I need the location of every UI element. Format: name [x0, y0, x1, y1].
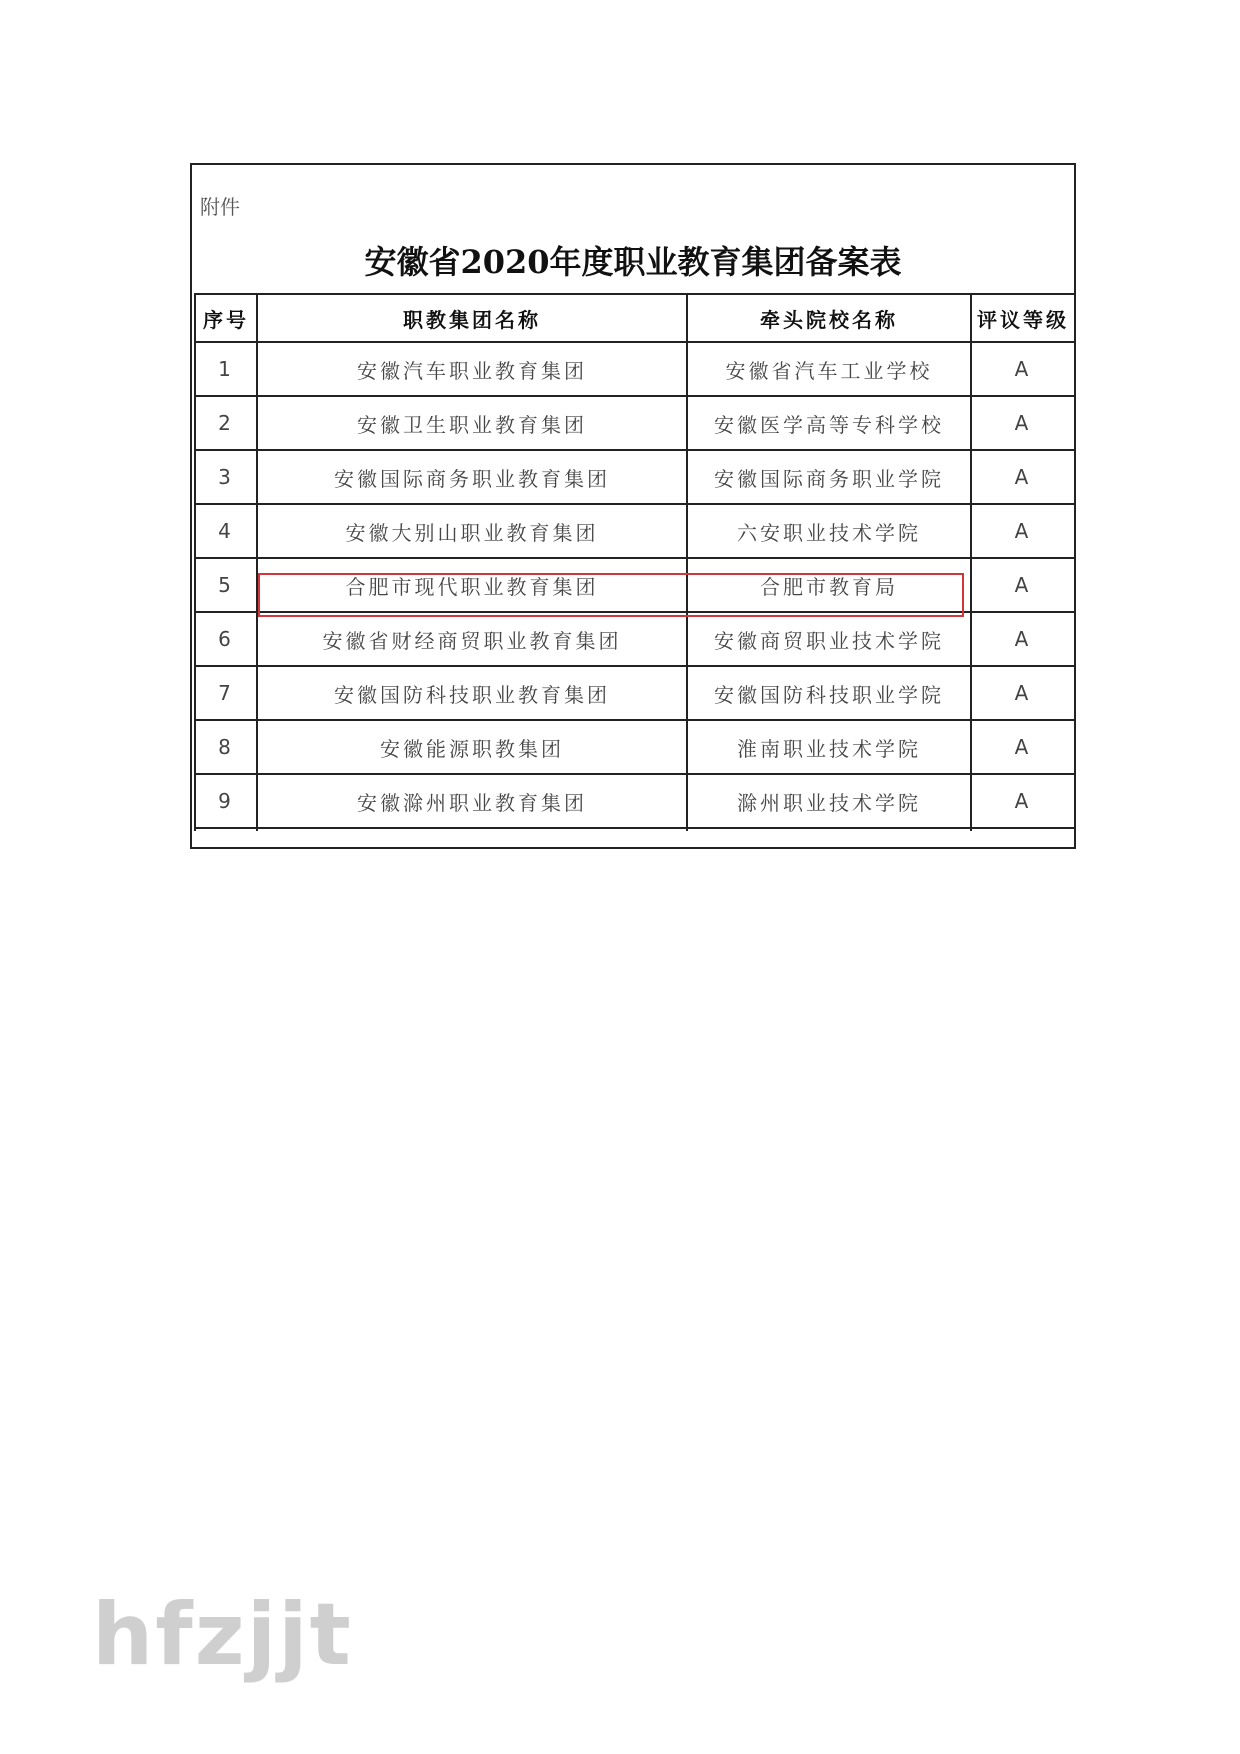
- table-row: [195, 396, 1075, 450]
- cell-group: 安徽能源职教集团: [257, 720, 687, 774]
- watermark: hfzjjt: [92, 1585, 353, 1685]
- document-title: 安徽省2020年度职业教育集团备案表: [364, 243, 902, 281]
- cell-empty: [257, 828, 687, 831]
- cell-no: 2: [195, 396, 257, 450]
- cell-lead: 安徽国际商务职业学院: [687, 450, 971, 504]
- header-lead-school: 牵头院校名称: [687, 294, 971, 342]
- cell-grade: A: [971, 342, 1075, 396]
- table-row: [195, 720, 1075, 774]
- cell-empty: [687, 828, 971, 831]
- cell-no: 7: [195, 666, 257, 720]
- cell-lead: 合肥市教育局: [687, 558, 971, 612]
- cell-group: 安徽国防科技职业教育集团: [257, 666, 687, 720]
- cell-group: 安徽大别山职业教育集团: [257, 504, 687, 558]
- cell-no: 9: [195, 774, 257, 828]
- table-header-row: [195, 294, 1075, 342]
- table-row: [195, 666, 1075, 720]
- cell-lead: 安徽省汽车工业学校: [687, 342, 971, 396]
- table-row-cutoff: [195, 828, 1075, 831]
- cell-no: 8: [195, 720, 257, 774]
- cell-no: 1: [195, 342, 257, 396]
- cell-group: 安徽汽车职业教育集团: [257, 342, 687, 396]
- table-row: [195, 342, 1075, 396]
- cell-grade: A: [971, 396, 1075, 450]
- table-row: [195, 450, 1075, 504]
- cell-lead: 淮南职业技术学院: [687, 720, 971, 774]
- cell-group: 安徽省财经商贸职业教育集团: [257, 612, 687, 666]
- cell-group: 合肥市现代职业教育集团: [257, 558, 687, 612]
- cell-no: 4: [195, 504, 257, 558]
- attachment-label: 附件: [200, 195, 240, 219]
- cell-grade: A: [971, 558, 1075, 612]
- cell-empty: [195, 828, 257, 831]
- cell-lead: 六安职业技术学院: [687, 504, 971, 558]
- cell-no: 5: [195, 558, 257, 612]
- header-group-name: 职教集团名称: [257, 294, 687, 342]
- document-sheet: [190, 163, 1076, 849]
- cell-empty: [971, 828, 1075, 831]
- cell-lead: 安徽国防科技职业学院: [687, 666, 971, 720]
- cell-lead: 滁州职业技术学院: [687, 774, 971, 828]
- table-row: [195, 774, 1075, 828]
- table-row-highlighted: [195, 558, 1075, 612]
- registration-table: [194, 293, 1076, 831]
- cell-no: 6: [195, 612, 257, 666]
- cell-grade: A: [971, 612, 1075, 666]
- header-grade: 评议等级: [971, 294, 1075, 342]
- cell-grade: A: [971, 666, 1075, 720]
- table-row: [195, 612, 1075, 666]
- cell-group: 安徽国际商务职业教育集团: [257, 450, 687, 504]
- cell-grade: A: [971, 720, 1075, 774]
- cell-no: 3: [195, 450, 257, 504]
- cell-grade: A: [971, 450, 1075, 504]
- cell-group: 安徽卫生职业教育集团: [257, 396, 687, 450]
- cell-lead: 安徽商贸职业技术学院: [687, 612, 971, 666]
- header-no: 序号: [195, 294, 257, 342]
- cell-grade: A: [971, 774, 1075, 828]
- cell-lead: 安徽医学高等专科学校: [687, 396, 971, 450]
- cell-grade: A: [971, 504, 1075, 558]
- table-row: [195, 504, 1075, 558]
- cell-group: 安徽滁州职业教育集团: [257, 774, 687, 828]
